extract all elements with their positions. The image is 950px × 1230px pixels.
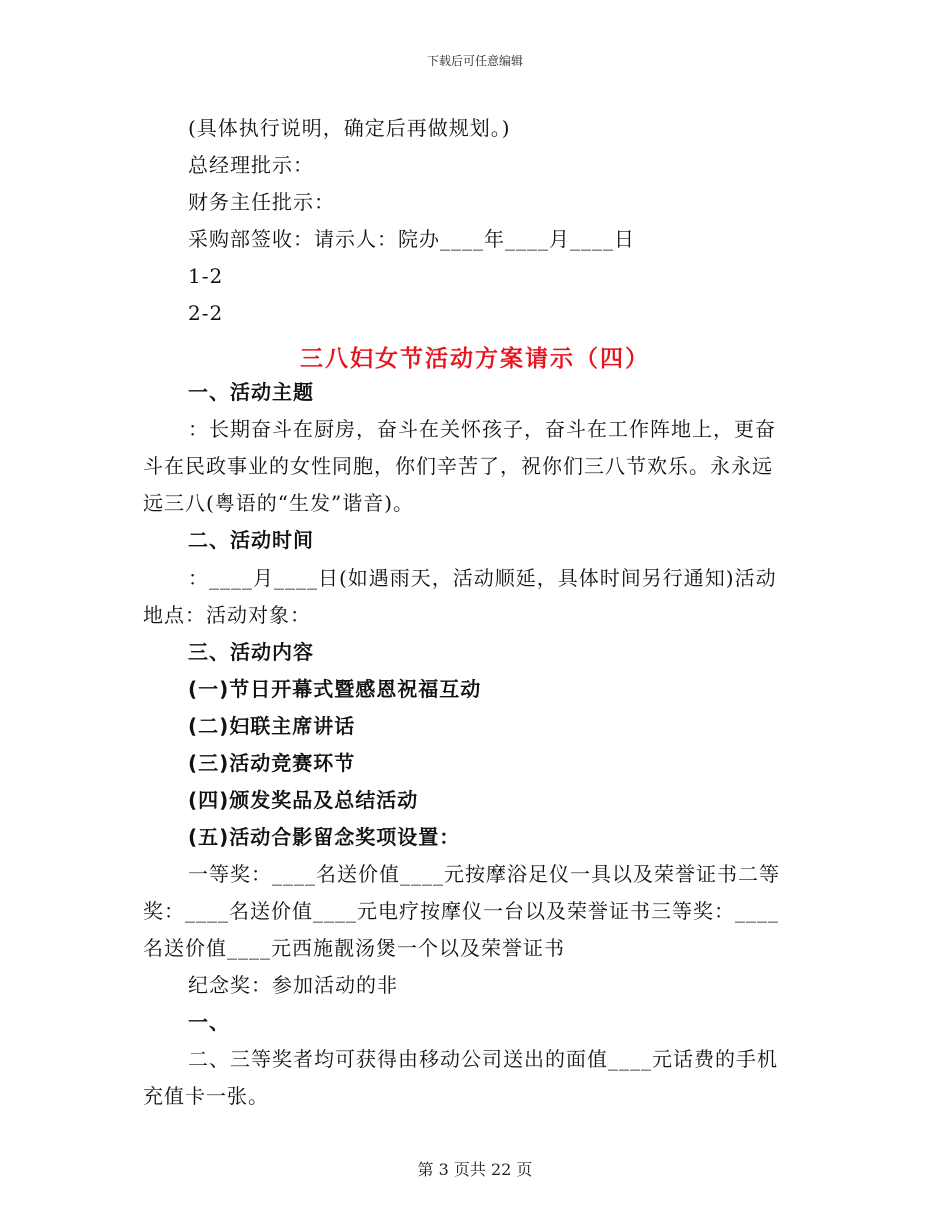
theme-line-1: ：长期奋斗在厨房，奋斗在关怀孩子，奋斗在工作阵地上，更奋 xyxy=(188,417,776,441)
section-heading-content: 三、活动内容 xyxy=(188,640,314,664)
section-heading-time: 二、活动时间 xyxy=(188,528,314,552)
awards-line-4: 纪念奖：参加活动的非 xyxy=(188,973,398,997)
awards-line-6: 二、三等奖者均可获得由移动公司送出的面值____元话费的手机 xyxy=(188,1047,778,1071)
time-line-2: 地点：活动对象： xyxy=(143,603,311,627)
content-item-2: (二)妇联主席讲话 xyxy=(188,714,356,738)
page-header: 下载后可任意编辑 xyxy=(426,54,523,68)
content-item-4: (四)颁发奖品及总结活动 xyxy=(188,788,419,812)
awards-line-2: 奖：____名送价值____元电疗按摩仪一台以及荣誉证书三等奖：____ xyxy=(143,899,779,923)
page-footer: 第 3 页共 22 页 xyxy=(417,1160,533,1179)
document-title: 三八妇女节活动方案请示（四） xyxy=(300,346,650,372)
page-ref-b: 2-2 xyxy=(188,301,224,325)
content-item-3: (三)活动竞赛环节 xyxy=(188,751,356,775)
time-line-1: ：____月____日(如遇雨天，活动顺延，具体时间另行通知)活动 xyxy=(188,566,777,590)
theme-line-2: 斗在民政事业的女性同胞，你们辛苦了，祝你们三八节欢乐。永永远 xyxy=(143,454,773,478)
purchase-signoff: 采购部签收：请示人：院办____年____月____日 xyxy=(188,227,635,251)
awards-line-7: 充值卡一张。 xyxy=(143,1084,269,1108)
gm-approval: 总经理批示： xyxy=(188,153,314,177)
awards-line-3: 名送价值____元西施靓汤煲一个以及荣誉证书 xyxy=(143,936,565,960)
theme-line-3: 远三八(粤语的“生发”谐音)。 xyxy=(143,491,415,515)
awards-line-5: 一、 xyxy=(188,1010,230,1034)
content-item-1: (一)节日开幕式暨感恩祝福互动 xyxy=(188,677,482,701)
awards-line-1: 一等奖：____名送价值____元按摩浴足仪一具以及荣誉证书二等 xyxy=(188,862,780,886)
execution-note: (具体执行说明，确定后再做规划。) xyxy=(188,116,511,140)
content-item-5: (五)活动合影留念奖项设置： xyxy=(188,825,461,849)
section-heading-theme: 一、活动主题 xyxy=(188,380,314,404)
finance-approval: 财务主任批示： xyxy=(188,190,335,214)
page-ref-a: 1-2 xyxy=(188,264,224,288)
